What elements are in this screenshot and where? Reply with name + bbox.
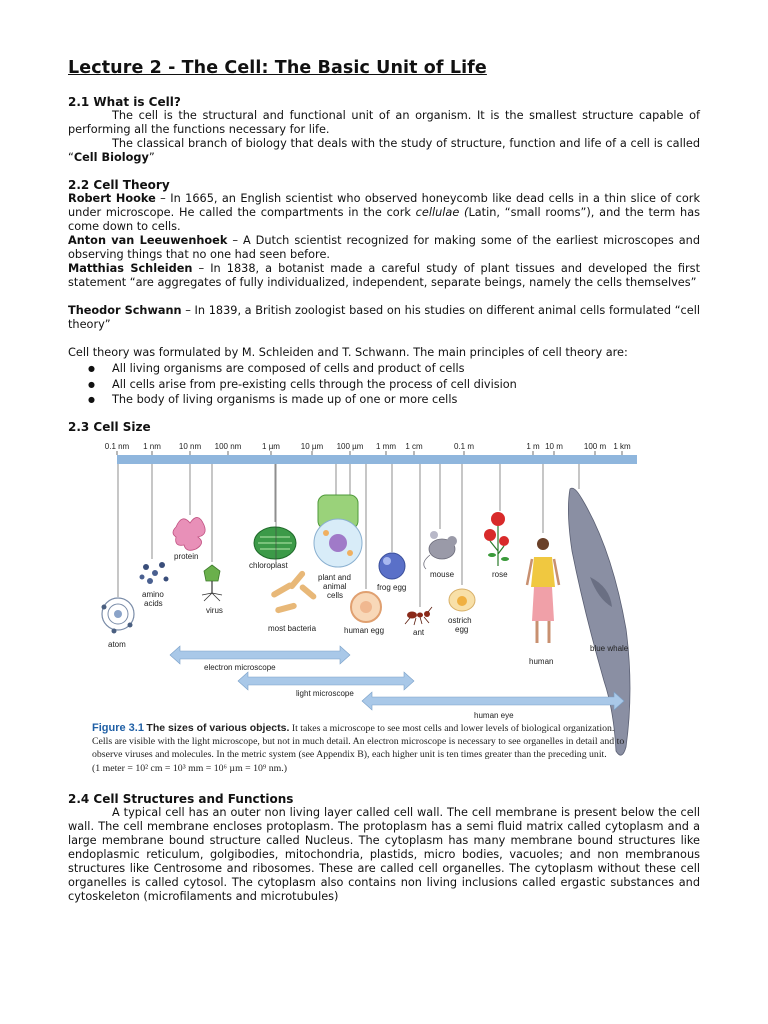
scale-label: 0.1 m: [453, 442, 475, 451]
scale-label: 1 µm: [262, 442, 280, 451]
section-heading-cell-theory: 2.2 Cell Theory: [68, 178, 170, 192]
human-eye-range: [362, 692, 624, 720]
label-ant: ant: [413, 628, 425, 637]
label-protein: protein: [174, 552, 199, 561]
name-leeuwenhoek: Anton van Leeuwenhoek: [68, 234, 228, 247]
scale-label: 10 nm: [178, 442, 202, 451]
paragraph-cell-structures: A typical cell has an outer non living layer called cell wall. The cell membrane is present below the cell wall. The cell membrane encloses protoplasm. The protoplasm has a semi fluid matrix called cytoplasm and a large membrane bound structure called Nucleus. The cytoplasm has many membrane bound structures like endoplasmic reticulum, golgibodies, mitochondria, plastids, micro bodies, vacuoles; and non membranous structures like Centrosome and ribosomes. These are called cell organelles. The cytoplasm without these cell organelles is called cytosol. The cytoplasm also contains non living inclusions called ergastic substances and cytoskeleton (microfilaments and microtubules): [68, 806, 700, 903]
name-schwann: Theodor Schwann: [68, 304, 182, 317]
label-human: human: [529, 657, 554, 666]
paragraph-schwann: Theodor Schwann – In 1839, a British zoologist based on his studies on different animal cells formulated “cell theory”: [68, 304, 700, 331]
paragraph-robert-hooke: Robert Hooke – In 1665, an English scientist who observed honeycomb like dead cells in a thin slice of cork under microscope. He called the compartments in the cork cellulae (Latin, “small rooms”), and the term has come down to cells.: [68, 192, 700, 233]
rose-icon: [484, 464, 509, 566]
label-cells: cells: [327, 591, 344, 600]
label-acids: acids: [144, 599, 163, 608]
figure-caption-units: (1 meter = 10² cm = 10³ mm = 10⁶ µm = 10⁹ nm.): [92, 762, 288, 774]
electron-microscope-range: [170, 646, 350, 672]
label-atom: atom: [108, 640, 126, 649]
paragraph-cell-biology: The classical branch of biology that deals with the study of structure, function and life of a cell is called “Cell Biology”: [68, 137, 700, 164]
list-item: ● All living organisms are composed of cells and product of cells: [88, 361, 517, 377]
figure-caption: [92, 722, 632, 775]
label-human-egg: human egg: [344, 626, 385, 635]
label-amino: amino: [142, 590, 164, 599]
label-virus: virus: [206, 606, 223, 615]
term-cell-biology: Cell Biology: [73, 151, 149, 164]
blue-whale-icon: [568, 464, 630, 755]
label-ostrich: ostrich: [448, 616, 472, 625]
ant-icon: [405, 464, 432, 625]
label-blue-whale: blue whale: [590, 644, 629, 653]
list-item: ● All cells arise from pre-existing cells through the process of cell division: [88, 377, 517, 393]
mouse-icon: [424, 464, 457, 569]
scale-label: 100 m: [583, 442, 607, 451]
figure-label: Figure 3.1: [92, 722, 144, 734]
paragraph-leeuwenhoek: Anton van Leeuwenhoek – A Dutch scientist recognized for making some of the earliest microscopes and observing things that no one had seen before.: [68, 234, 701, 261]
name-schleiden: Matthias Schleiden: [68, 262, 193, 275]
label-plant-and: plant and: [318, 573, 351, 582]
scale-label: 1 m: [526, 442, 540, 451]
plant-animal-cells-icon: [314, 464, 362, 567]
paragraph-cell-theory-principles: Cell theory was formulated by M. Schleiden and T. Schwann. The main principles of cell theory are:: [68, 346, 628, 359]
frog-egg-icon: [379, 464, 405, 579]
label-light-microscope: light microscope: [296, 689, 354, 698]
scale-label: 10 m: [545, 442, 563, 451]
name-robert-hooke: Robert Hooke: [68, 192, 156, 205]
label-electron-microscope: electron microscope: [204, 663, 276, 672]
label-human-eye: human eye: [474, 711, 514, 720]
paragraph-cell-definition: The cell is the structural and functional unit of an organism. It is the smallest structure capable of performing all the functions necessary for life.: [68, 109, 700, 136]
list-item: ● The body of living organisms is made up of one or more cells: [88, 392, 517, 408]
label-chloroplast: chloroplast: [249, 561, 288, 570]
label-rose: rose: [492, 570, 508, 579]
scale-ticks: [117, 451, 622, 455]
label-most-bacteria: most bacteria: [268, 624, 317, 633]
scale-label: 1 nm: [143, 442, 161, 451]
chloroplast-icon: [254, 464, 296, 559]
scale-label: 100 nm: [214, 442, 242, 451]
label-animal: animal: [323, 582, 347, 591]
label-egg: egg: [455, 625, 469, 634]
section-heading-cell-size: 2.3 Cell Size: [68, 420, 151, 434]
label-frog-egg: frog egg: [377, 583, 407, 592]
cell-theory-list: [88, 361, 517, 408]
scale-label: 10 µm: [300, 442, 324, 451]
scale-label: 1 km: [613, 442, 631, 451]
human-icon: [527, 464, 559, 643]
light-microscope-range: [238, 672, 414, 698]
scale-label: 1 cm: [405, 442, 423, 451]
protein-icon: [173, 464, 205, 550]
amino-acids-icon: [140, 464, 169, 584]
paragraph-schleiden: Matthias Schleiden – In 1838, a botanist made a careful study of plant tissues and developed the first statement “are aggregates of fully individualized, independent, separate beings, namely the cells themselves”: [68, 262, 701, 289]
scale-label: 1 mm: [376, 442, 396, 451]
scale-labels: [105, 442, 631, 451]
section-heading-what-is-cell: 2.1 What is Cell?: [68, 95, 181, 109]
scale-label: 0.1 nm: [104, 442, 130, 451]
figure-title: The sizes of various objects.: [146, 722, 290, 734]
scale-label: 100 µm: [336, 442, 364, 451]
scale-bar: [117, 455, 637, 464]
atom-icon: [102, 464, 135, 634]
page-title: Lecture 2 - The Cell: The Basic Unit of Life: [68, 58, 487, 78]
section-heading-cell-structures: 2.4 Cell Structures and Functions: [68, 792, 294, 806]
figure-caption-text: It takes a microscope to see most cells and lower levels of biological organization. Cells are visible with the light microscope, but not in much detail. An electron microscope is necessary to see organelles in detail and to observe viruses and molecules. In the metric system (see Appendix B), each higher unit is ten times greater than the preceding unit.: [92, 723, 625, 761]
label-mouse: mouse: [430, 570, 455, 579]
